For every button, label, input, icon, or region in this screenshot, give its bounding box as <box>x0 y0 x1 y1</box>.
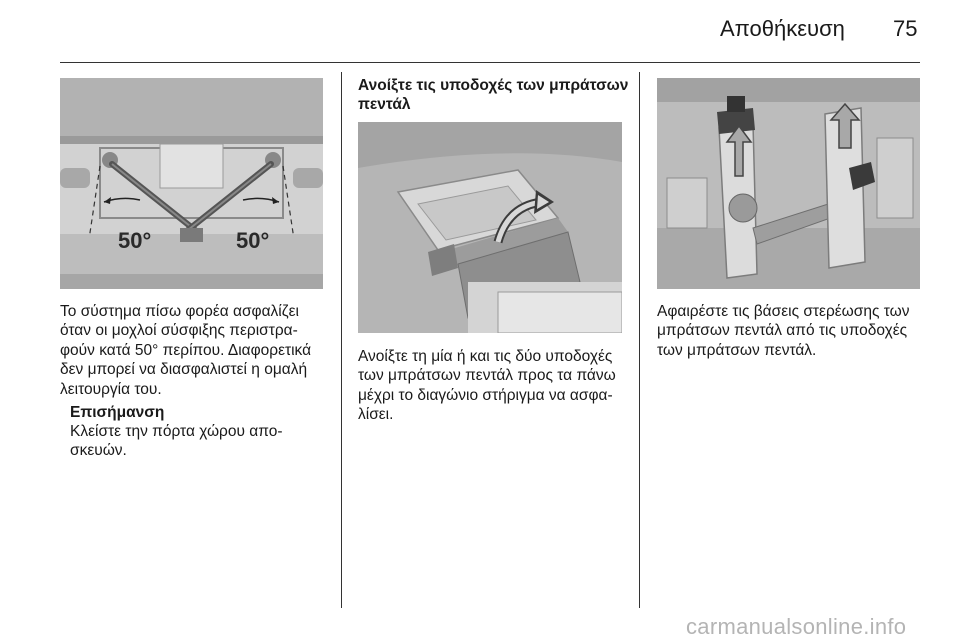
note-title: Επισήμανση <box>70 404 165 421</box>
text-line: σκευών. <box>70 442 127 460</box>
page-number: 75 <box>893 16 918 41</box>
angle-label-right: 50° <box>236 228 270 253</box>
text-line: λειτουργία του. <box>60 380 162 398</box>
note-body <box>70 422 330 461</box>
text-line: μέχρι το διαγώνιο στήριγμα να ασφα- <box>358 386 613 404</box>
tilt-angle-illustration <box>60 78 323 289</box>
body-paragraph-3 <box>657 302 929 360</box>
text-line: δεν μπορεί να διασφαλιστεί η ομαλή <box>60 361 308 379</box>
text-line: Το σύστημα πίσω φορέα ασφαλίζει <box>60 303 299 320</box>
text-line: όταν οι μοχλοί σύσφιξης περιστρα- <box>60 322 298 340</box>
column-divider-left <box>341 72 342 608</box>
section-subheading <box>358 76 630 115</box>
text-line: Κλείστε την πόρτα χώρου απο- <box>70 423 283 440</box>
header-rule <box>60 62 920 63</box>
text-line: φούν κατά 50° περίπου. Διαφορετικά <box>60 341 312 359</box>
text-line: Ανοίξτε τη μία ή και τις δύο υποδοχές <box>358 348 613 365</box>
section-title: Αποθήκευση <box>720 16 845 41</box>
heading-line: Ανοίξτε τις υποδοχές των μπράτσων <box>358 77 629 94</box>
heading-line: πεντάλ <box>358 96 411 114</box>
angle-label-left: 50° <box>118 228 152 253</box>
body-paragraph-2 <box>358 347 630 425</box>
text-line: Αφαιρέστε τις βάσεις στερέωσης των <box>657 303 910 320</box>
text-line: των μπράτσων πεντάλ προς τα πάνω <box>358 367 616 385</box>
open-receptacle-illustration <box>358 122 622 333</box>
column-divider-right <box>639 72 640 608</box>
text-line: μπράτσων πεντάλ από τις υποδοχές <box>657 322 908 340</box>
text-line: των μπράτσων πεντάλ. <box>657 341 817 359</box>
remove-pedal-arm-bases-illustration <box>657 78 920 289</box>
site-watermark: carmanualsonline.info <box>686 614 907 639</box>
text-line: λίσει. <box>358 406 394 424</box>
body-paragraph-1 <box>60 302 332 399</box>
